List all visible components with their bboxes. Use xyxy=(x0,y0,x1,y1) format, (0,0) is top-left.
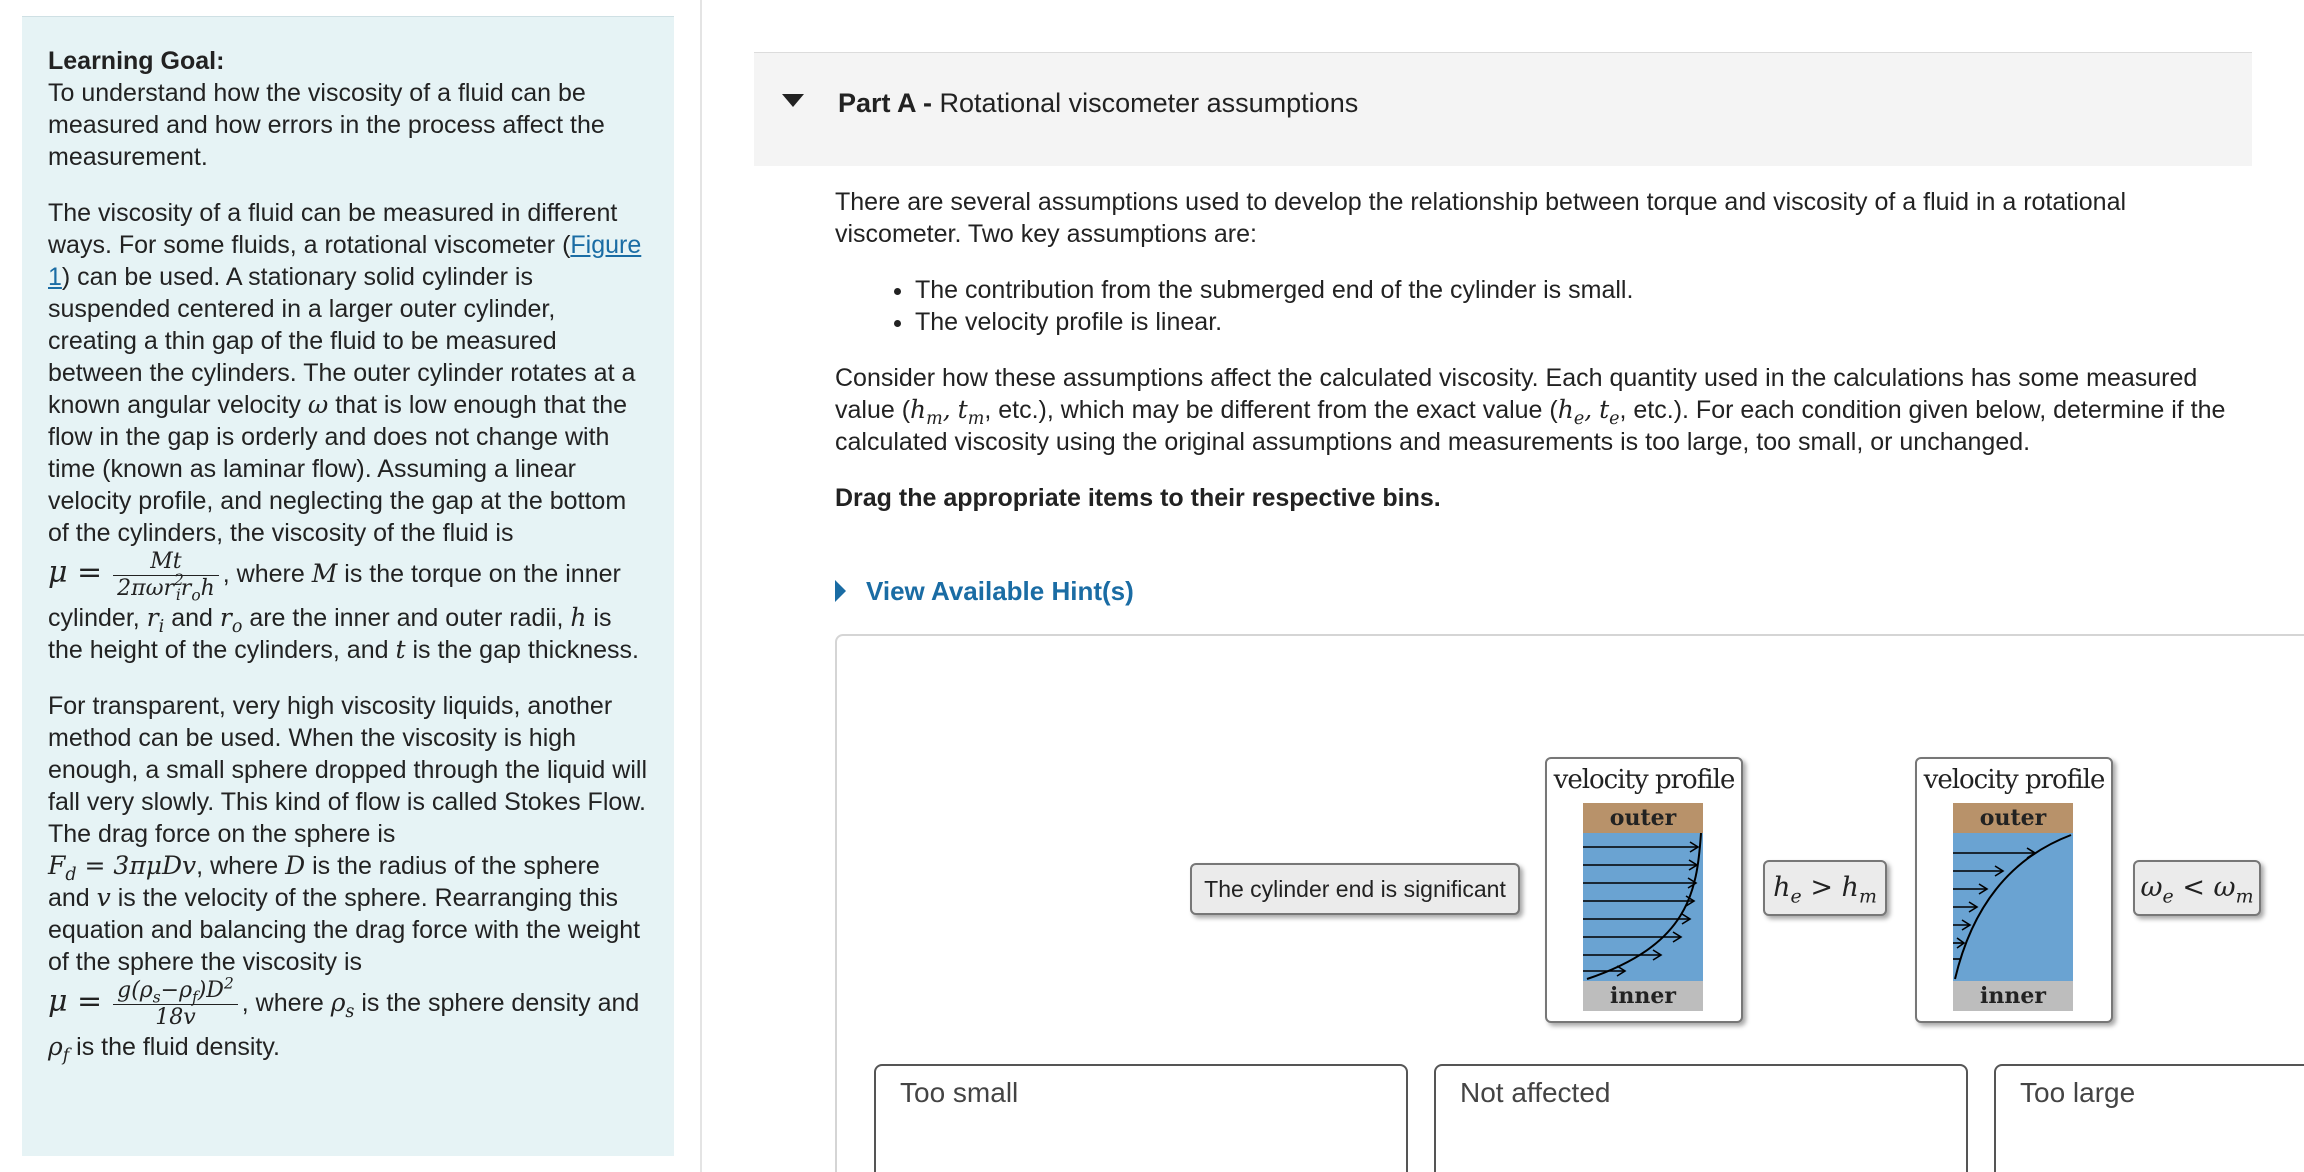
omega-symbol: ω xyxy=(307,390,329,419)
eq-part: t xyxy=(1599,395,1610,424)
equation-1-denominator xyxy=(113,570,219,605)
text-span: , where xyxy=(222,560,305,589)
we-lt-wm-expression xyxy=(2140,872,2254,908)
equation-1-fraction xyxy=(113,549,219,605)
eq-part: h xyxy=(1773,872,1791,903)
drag-item-velocity-profile-curved[interactable] xyxy=(1915,757,2113,1023)
inner-radius-symbol xyxy=(146,603,165,637)
part-label: Part A - xyxy=(838,88,933,118)
learning-goal xyxy=(48,45,648,173)
text-span: is the height of the cylinders, and xyxy=(48,604,612,664)
question-content xyxy=(835,186,2255,538)
eq-part: t xyxy=(957,395,968,424)
measured-thickness-symbol xyxy=(957,395,985,429)
inner-cylinder-label: inner xyxy=(1583,981,1703,1011)
height-symbol: h xyxy=(570,603,587,632)
eq-part: h xyxy=(1841,872,1859,903)
equation-2-denominator: 18v xyxy=(113,1004,238,1031)
eq-part: r xyxy=(180,576,192,601)
drag-item-label: The cylinder end is significant xyxy=(1204,876,1506,902)
eq-part: s xyxy=(152,988,161,1007)
text-span: and xyxy=(171,604,213,632)
exact-thickness-symbol xyxy=(1599,395,1620,429)
list-item: • The velocity profile is linear. xyxy=(915,306,2255,338)
eq-part: , xyxy=(1584,395,1593,424)
learning-goal-title: Learning Goal: xyxy=(48,47,225,75)
bin-too-large[interactable] xyxy=(1994,1064,2304,1172)
eq-part: −ρ xyxy=(160,978,193,1003)
outer-radius-symbol xyxy=(219,603,243,637)
eq-part: = 3πμDv xyxy=(84,851,197,880)
list-item: • The contribution from the submerged end of the cylinder is small. xyxy=(915,274,2255,306)
text-span: The viscosity of a fluid can be measured in different ways. For some fluids, a rotational viscometer ( xyxy=(48,199,618,259)
sphere-density-symbol xyxy=(330,988,355,1023)
torque-symbol: M xyxy=(311,559,338,589)
bin-label: Too small xyxy=(888,1072,1030,1114)
part-a-header[interactable] xyxy=(754,52,2252,166)
eq-part: ω xyxy=(2140,872,2163,903)
intro-text: There are several assumptions used to develop the relationship between torque and viscosity of a fluid in a rotational viscometer. Two key assumptions are: xyxy=(835,188,2127,248)
bin-label: Too large xyxy=(2008,1072,2147,1114)
eq-part: F xyxy=(48,851,66,880)
eq-part: i xyxy=(158,617,165,637)
drag-item-he-greater-hm[interactable] xyxy=(1763,860,1887,916)
part-a-title xyxy=(838,83,1358,123)
inner-cylinder-label: inner xyxy=(1953,981,2073,1011)
velocity-profile-title: velocity profile xyxy=(1923,765,2105,795)
text-span: is the velocity of the sphere. Rearranging this equation and balancing the drag force with the weight of the sphere the viscosity is xyxy=(48,884,641,976)
he-gt-hm-expression xyxy=(1773,872,1877,908)
text-span: For transparent, very high viscosity liquids, another method can be used. When the viscosity is high enough, a small sphere dropped through the liquid will fall very slowly. This kind of flow is called Stokes Flow. The drag force on the sphere is xyxy=(48,692,647,848)
text-span: Consider how these assumptions affect the calculated viscosity. Each quantity used in the calculations has some measured value ( xyxy=(835,364,2198,424)
column-divider xyxy=(700,0,702,1172)
eq-part: e xyxy=(1609,409,1620,429)
text-span: is the sphere density and xyxy=(361,989,640,1018)
text-span: ) can be used. A stationary solid cylinder is suspended centered in a larger outer cylinder, creating a thin gap of the fluid to be measured between the cylinders. The outer cylinder rotates at a known angular velocity xyxy=(48,263,636,419)
measured-height-symbol xyxy=(910,395,943,429)
eq-part: e xyxy=(2162,885,2174,908)
text-span: is the torque on the inner cylinder, xyxy=(48,560,621,632)
eq-part: r xyxy=(219,603,232,632)
equation-1-numerator: Mt xyxy=(150,549,182,574)
eq-part: ω xyxy=(2213,872,2236,903)
text-span: is the radius of the sphere and xyxy=(48,852,600,912)
exact-height-symbol xyxy=(1557,395,1585,429)
equation-2-lhs: μ = xyxy=(48,984,103,1020)
eq-part: f xyxy=(62,1046,70,1066)
eq-part: d xyxy=(65,865,77,885)
eq-part: e xyxy=(1790,885,1802,908)
eq-part: m xyxy=(2235,885,2254,908)
gap-symbol: t xyxy=(395,635,406,664)
eq-part: i xyxy=(175,586,181,605)
bin-too-small[interactable] xyxy=(874,1064,1408,1172)
text-span: , where xyxy=(196,852,279,880)
figure-1-link[interactable]: Figure 1 xyxy=(48,231,642,291)
text-span: is the gap thickness. xyxy=(412,636,639,664)
eq-part: m xyxy=(1858,885,1877,908)
eq-part: f xyxy=(192,988,198,1007)
eq-part: , xyxy=(942,395,951,424)
eq-part: o xyxy=(191,586,201,605)
drag-item-we-less-wm[interactable] xyxy=(2133,860,2261,916)
eq-part: h xyxy=(200,576,215,601)
learning-goal-panel xyxy=(22,16,674,1156)
view-hints-link[interactable] xyxy=(835,575,1134,607)
eq-part: o xyxy=(231,617,243,637)
hint-link-text[interactable]: View Available Hint(s) xyxy=(866,576,1134,606)
eq-part: m xyxy=(967,409,985,429)
drag-instruction: Drag the appropriate items to their respective bins. xyxy=(835,484,1441,512)
rotational-viscometer-paragraph xyxy=(48,197,648,666)
outer-cylinder-label: outer xyxy=(1953,803,2073,833)
expand-caret-icon xyxy=(835,580,846,602)
bin-label: Not affected xyxy=(1448,1072,1622,1114)
eq-part: h xyxy=(910,395,927,424)
eq-part: < xyxy=(2182,872,2205,903)
collapse-caret-icon[interactable] xyxy=(782,94,804,107)
radius-symbol: D xyxy=(285,851,306,880)
assumptions-list xyxy=(915,274,2255,338)
text-span: , etc.), which may be different from the exact value ( xyxy=(984,396,1558,424)
equation-2-fraction xyxy=(113,974,238,1031)
outer-cylinder-label: outer xyxy=(1583,803,1703,833)
stokes-flow-paragraph xyxy=(48,690,648,1066)
eq-part: 2 xyxy=(223,974,234,993)
equation-1-lhs: μ = xyxy=(48,555,103,591)
velocity-symbol: v xyxy=(96,883,111,912)
eq-part: ρ xyxy=(48,1032,63,1061)
eq-part: 2πωr xyxy=(117,576,175,601)
velocity-profile-title: velocity profile xyxy=(1553,765,1735,795)
text-span: , etc.). For each condition given below, determine if the calculated viscosity using the original assumptions and measurements is too large, too small, or unchanged. xyxy=(835,396,2226,456)
consider-text xyxy=(835,362,2255,458)
text-span: that is low enough that the flow in the gap is orderly and does not change with time (known as laminar flow). Assuming a linear velocity profile, and neglecting the gap at the bottom of the cylinders, the viscosity of the fluid is xyxy=(48,391,628,547)
eq-part: r xyxy=(146,603,159,632)
eq-part: ρ xyxy=(330,988,346,1018)
curved-profile-diagram xyxy=(1583,833,1703,981)
equation-2-numerator xyxy=(113,974,238,1007)
bin-not-affected[interactable] xyxy=(1434,1064,1968,1172)
text-span: , where xyxy=(241,989,324,1018)
part-title-text: Rotational viscometer assumptions xyxy=(939,88,1359,118)
eq-part: s xyxy=(345,1002,355,1023)
eq-part: e xyxy=(1573,409,1585,429)
drag-item-cylinder-end[interactable] xyxy=(1190,863,1520,915)
curved-profile-diagram-2 xyxy=(1953,833,2073,981)
eq-part: m xyxy=(926,409,943,429)
drag-force-equation xyxy=(48,851,197,885)
eq-part: > xyxy=(1810,872,1833,903)
eq-part: 2 xyxy=(174,570,184,589)
eq-part: h xyxy=(1557,395,1574,424)
drag-item-velocity-profile-linear[interactable] xyxy=(1545,757,1743,1023)
text-span: is the fluid density. xyxy=(76,1033,280,1061)
eq-part: g(ρ xyxy=(117,978,153,1003)
eq-part: )D xyxy=(197,978,224,1003)
fluid-density-symbol xyxy=(48,1032,70,1066)
learning-goal-text: To understand how the viscosity of a fluid can be measured and how errors in the process affect the measurement. xyxy=(48,79,605,171)
text-span: are the inner and outer radii, xyxy=(249,604,564,632)
